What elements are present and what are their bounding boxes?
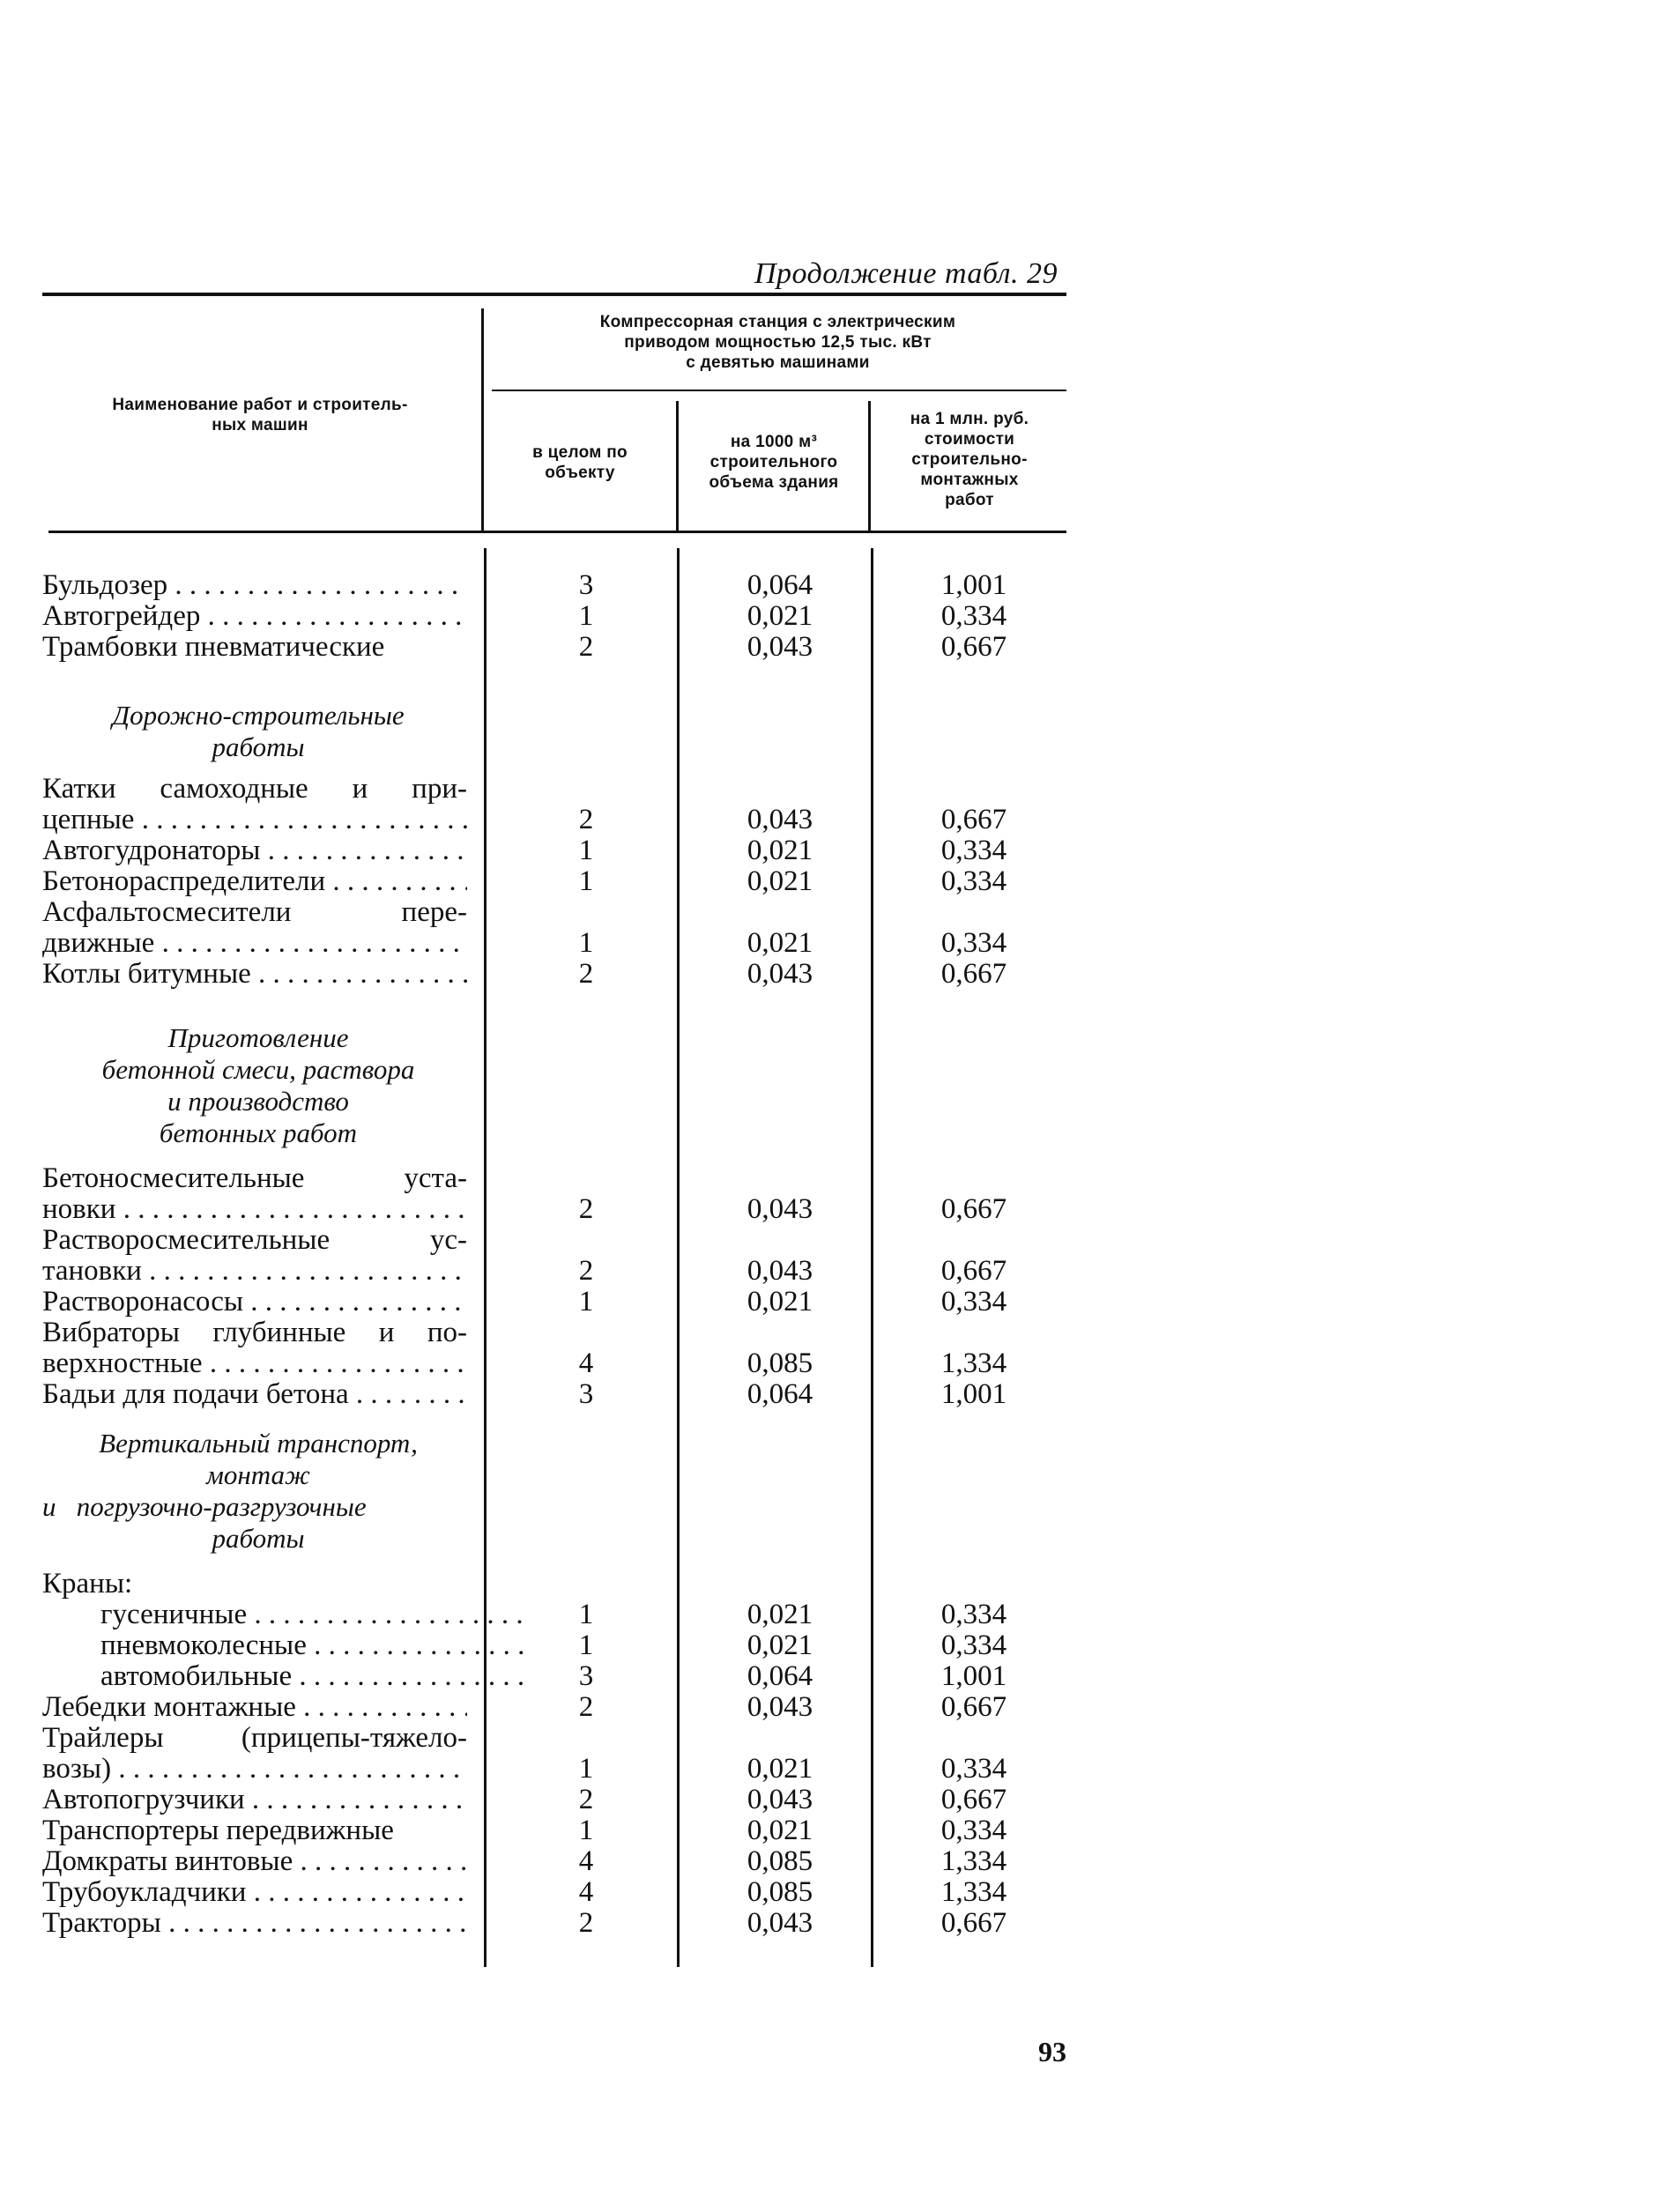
section-heading: Вертикальный транспорт, монтаж [99, 1428, 418, 1490]
row-name: Лебедки монтажные . . . [42, 1692, 467, 1723]
row-name: Автогрейдер . . . [42, 601, 467, 632]
table-row: Трубоукладчики . . . 4 0,085 1,334 [0, 1877, 1664, 1908]
table-row: Лебедки монтажные . . . 2 0,043 0,667 [0, 1692, 1664, 1723]
row-name-continued: Вибраторы глубинные и по- [42, 1317, 467, 1348]
table-row: Автогрейдер . . . 1 0,021 0,334 [0, 601, 1664, 632]
table-row: Бульдозер . . . 3 0,064 1,001 [0, 570, 1664, 601]
header-bottom-rule [48, 531, 1066, 533]
row-name-continued: Трайлеры (прицепы-тяжело- [42, 1722, 467, 1754]
table-row: Автогудронаторы . . . 1 0,021 0,334 [0, 835, 1664, 866]
section-heading-line: и погрузочно-разгрузочные [42, 1491, 367, 1522]
row-name: возы) . . . [42, 1754, 467, 1785]
section-heading: Приготовление бетонной смеси, раствора и производство бетонных работ [101, 1022, 415, 1148]
row-name: автомобильные . . . [42, 1661, 525, 1692]
section-heading-line: работы [212, 1523, 305, 1554]
table-row: Трамбовки пневматические 2 0,043 0,667 [42, 631, 1007, 663]
table-row: Бетонораспределители . . . 1 0,021 0,334 [0, 866, 1664, 897]
table-row-heading [0, 1569, 1664, 1600]
row-name-continued: Асфальтосмесители пере- [42, 896, 467, 928]
row-name-continued: Растворосмесительные ус- [42, 1224, 467, 1256]
header-vline-2 [676, 401, 679, 533]
table-row: движные . . . 1 0,021 0,334 [0, 928, 1664, 959]
row-name: тановки . . . [42, 1256, 467, 1287]
table-caption: Продолжение табл. 29 [754, 257, 1058, 290]
row-name: гусеничные . . . [42, 1600, 525, 1630]
table-row: Котлы битумные . . . 2 0,043 0,667 [0, 959, 1664, 990]
table-row: верхностные . . . 4 0,085 1,334 [0, 1348, 1664, 1379]
row-name: движные . . . [42, 928, 467, 959]
row-name: Трамбовки пневматические [42, 632, 385, 663]
row-name: Бадьи для подачи бетона . . . [42, 1379, 467, 1410]
header-vline-1 [481, 308, 484, 533]
row-name: Трубоукладчики . . . [42, 1877, 467, 1908]
table-row: Бадьи для подачи бетона . . . 3 0,064 1,001 [0, 1379, 1664, 1410]
table-row: автомобильные . . . 3 0,064 1,001 [0, 1661, 1664, 1692]
section-heading: Дорожно-строительные работы [112, 700, 405, 762]
row-name: Бетонораспределители . . . [42, 866, 467, 897]
row-name: Растворонасосы . . . [42, 1287, 467, 1318]
top-rule [42, 293, 1066, 296]
row-name: Краны: [42, 1569, 133, 1600]
row-name: Домкраты винтовые . . . [42, 1846, 467, 1877]
row-name: Котлы битумные . . . [42, 959, 467, 990]
row-name-continued: Катки самоходные и при- [42, 773, 467, 805]
row-name: новки . . . [42, 1194, 467, 1225]
row-name: Транспортеры передвижные [42, 1815, 394, 1846]
table-row: Растворонасосы . . . 1 0,021 0,334 [0, 1287, 1664, 1318]
table-row: новки . . . 2 0,043 0,667 [0, 1194, 1664, 1225]
row-name: Тракторы . . . [42, 1908, 467, 1939]
header-group: Компрессорная станция с электрическим приводом мощностью 12,5 тыс. кВт с девятью машинами [599, 313, 956, 372]
table-row: гусеничные . . . 1 0,021 0,334 [0, 1600, 1664, 1630]
page-number: 93 [1038, 2036, 1066, 2067]
table-row: пневмоколесные . . . 1 0,021 0,334 [0, 1630, 1664, 1661]
table-row: тановки . . . 2 0,043 0,667 [0, 1256, 1664, 1287]
row-name: Бульдозер . . . [42, 570, 467, 601]
header-col-total: в целом по объекту [532, 443, 628, 482]
row-name-continued: Бетоносмесительные уста- [42, 1162, 467, 1194]
group-underline [492, 390, 1066, 391]
table-row: возы) . . . 1 0,021 0,334 [0, 1754, 1664, 1785]
row-name: пневмоколесные . . . [42, 1630, 525, 1661]
table-row: цепные . . . 2 0,043 0,667 [0, 805, 1664, 835]
table-row: Автопогрузчики . . . 2 0,043 0,667 [0, 1785, 1664, 1815]
header-vline-3 [868, 401, 871, 533]
row-name: Автопогрузчики . . . [42, 1785, 467, 1815]
row-name: цепные . . . [42, 805, 467, 835]
table-row: Тракторы . . . 2 0,043 0,667 [0, 1908, 1664, 1939]
header-col-per-volume: на 1000 м³ строительного объема здания [709, 433, 839, 492]
table-row: Транспортеры передвижные 1 0,021 0,334 [42, 1815, 1007, 1846]
row-name: верхностные . . . [42, 1348, 467, 1379]
header-col-per-cost: на 1 млн. руб. стоимости строительно- монтажных работ [910, 410, 1029, 509]
table-row: Домкраты винтовые . . . 4 0,085 1,334 [0, 1846, 1664, 1877]
row-name: Автогудронаторы . . . [42, 835, 467, 866]
header-name-column: Наименование работ и строитель- ных машин [112, 396, 408, 434]
